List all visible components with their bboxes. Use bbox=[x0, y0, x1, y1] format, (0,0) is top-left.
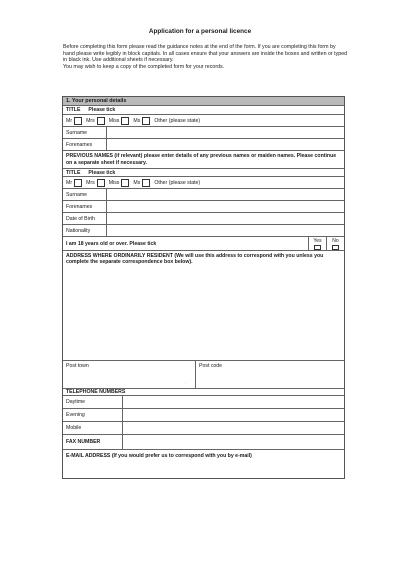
post-code-label[interactable]: Post code bbox=[199, 363, 223, 369]
personal-details-form bbox=[62, 96, 345, 479]
prev-miss-checkbox[interactable] bbox=[121, 179, 129, 187]
option-mrs-label: Mrs bbox=[86, 117, 95, 124]
option-ms-label: Ms bbox=[133, 117, 141, 124]
forenames-row[interactable] bbox=[63, 139, 344, 151]
post-town-label: Post town bbox=[66, 363, 89, 369]
surname-row[interactable] bbox=[63, 127, 344, 139]
dob-row[interactable] bbox=[63, 213, 344, 225]
no-cell bbox=[326, 237, 344, 250]
fax-label: FAX NUMBER bbox=[63, 435, 123, 449]
previous-title-options-row bbox=[63, 177, 344, 189]
evening-label: Evening bbox=[63, 409, 123, 421]
ms-checkbox[interactable] bbox=[142, 117, 150, 125]
mobile-label: Mobile bbox=[63, 422, 123, 434]
previous-surname-label: Surname bbox=[63, 189, 107, 200]
previous-surname-row[interactable] bbox=[63, 189, 344, 201]
prev-ms-checkbox[interactable] bbox=[142, 179, 150, 187]
intro-paragraph-2: You may wish to keep a copy of the completed form for your records. bbox=[63, 63, 225, 70]
email-label: E-MAIL ADDRESS (If you would prefer us to correspond with you by e-mail) bbox=[66, 453, 252, 459]
forenames-label: Forenames bbox=[63, 139, 107, 150]
evening-row[interactable] bbox=[63, 409, 344, 422]
post-code-divider bbox=[195, 361, 196, 388]
yes-label: Yes bbox=[313, 238, 322, 244]
age-question: I am 18 years old or over. Please tick bbox=[66, 240, 157, 247]
previous-please-tick-label: Please tick bbox=[88, 169, 116, 176]
prev-option-ms-label: Ms bbox=[133, 179, 141, 186]
email-row[interactable] bbox=[63, 450, 344, 478]
yes-cell bbox=[308, 237, 326, 250]
telephone-header: TELEPHONE NUMBERS bbox=[63, 389, 344, 396]
previous-forenames-row[interactable] bbox=[63, 201, 344, 213]
prev-option-mrs-label: Mrs bbox=[86, 179, 95, 186]
post-town-row[interactable] bbox=[63, 361, 344, 389]
address-label: ADDRESS WHERE ORDINARILY RESIDENT (We will use this address to correspond with you unless you complete the separate correspondence box below). bbox=[66, 253, 324, 266]
prev-option-miss-label: Miss bbox=[108, 179, 120, 186]
daytime-row[interactable] bbox=[63, 396, 344, 409]
age-row bbox=[63, 237, 344, 251]
previous-names-label: PREVIOUS NAMES (if relevant) please enter details of any previous names or maiden names. Please continue on a separate sheet if necessary. bbox=[66, 153, 337, 166]
intro-paragraph-1: Before completing this form please read the guidance notes at the end of the form. If you are completing this form by hand please write legibly in block capitals. In all cases ensure that your answers are inside the boxes and written or typed in black ink. Use additional sheets if necessary. bbox=[63, 44, 348, 64]
dob-label: Date of Birth bbox=[63, 213, 107, 224]
prev-mr-checkbox[interactable] bbox=[74, 179, 82, 187]
yes-checkbox[interactable] bbox=[314, 245, 321, 250]
no-label: No bbox=[332, 238, 339, 244]
prev-mrs-checkbox[interactable] bbox=[97, 179, 105, 187]
prev-option-mr-label: Mr bbox=[66, 179, 73, 186]
tick-mark: ' bbox=[185, 381, 186, 386]
daytime-label: Daytime bbox=[63, 396, 123, 408]
no-checkbox[interactable] bbox=[332, 245, 339, 250]
title-options-row bbox=[63, 115, 344, 127]
address-row[interactable] bbox=[63, 251, 344, 361]
option-mr-label: Mr bbox=[66, 117, 73, 124]
previous-forenames-label: Forenames bbox=[63, 201, 107, 212]
option-miss-label: Miss bbox=[108, 117, 120, 124]
previous-title-label: TITLE bbox=[66, 169, 81, 176]
mobile-row[interactable] bbox=[63, 422, 344, 435]
title-label: TITLE bbox=[66, 107, 81, 113]
miss-checkbox[interactable] bbox=[121, 117, 129, 125]
mr-checkbox[interactable] bbox=[74, 117, 82, 125]
prev-option-other-label: Other (please state) bbox=[154, 179, 201, 186]
intro-text bbox=[63, 44, 348, 70]
title-row bbox=[63, 106, 344, 115]
section-header: 1. Your personal details bbox=[63, 97, 344, 106]
please-tick-label: Please tick bbox=[88, 107, 116, 113]
nationality-row[interactable] bbox=[63, 225, 344, 237]
nationality-label: Nationality bbox=[63, 225, 107, 236]
surname-label: Surname bbox=[63, 127, 107, 138]
option-other-label: Other (please state) bbox=[154, 117, 201, 124]
form-title: Application for a personal licence bbox=[148, 28, 252, 35]
previous-names-row bbox=[63, 151, 344, 169]
previous-title-row bbox=[63, 169, 344, 177]
mrs-checkbox[interactable] bbox=[97, 117, 105, 125]
fax-row[interactable] bbox=[63, 435, 344, 450]
